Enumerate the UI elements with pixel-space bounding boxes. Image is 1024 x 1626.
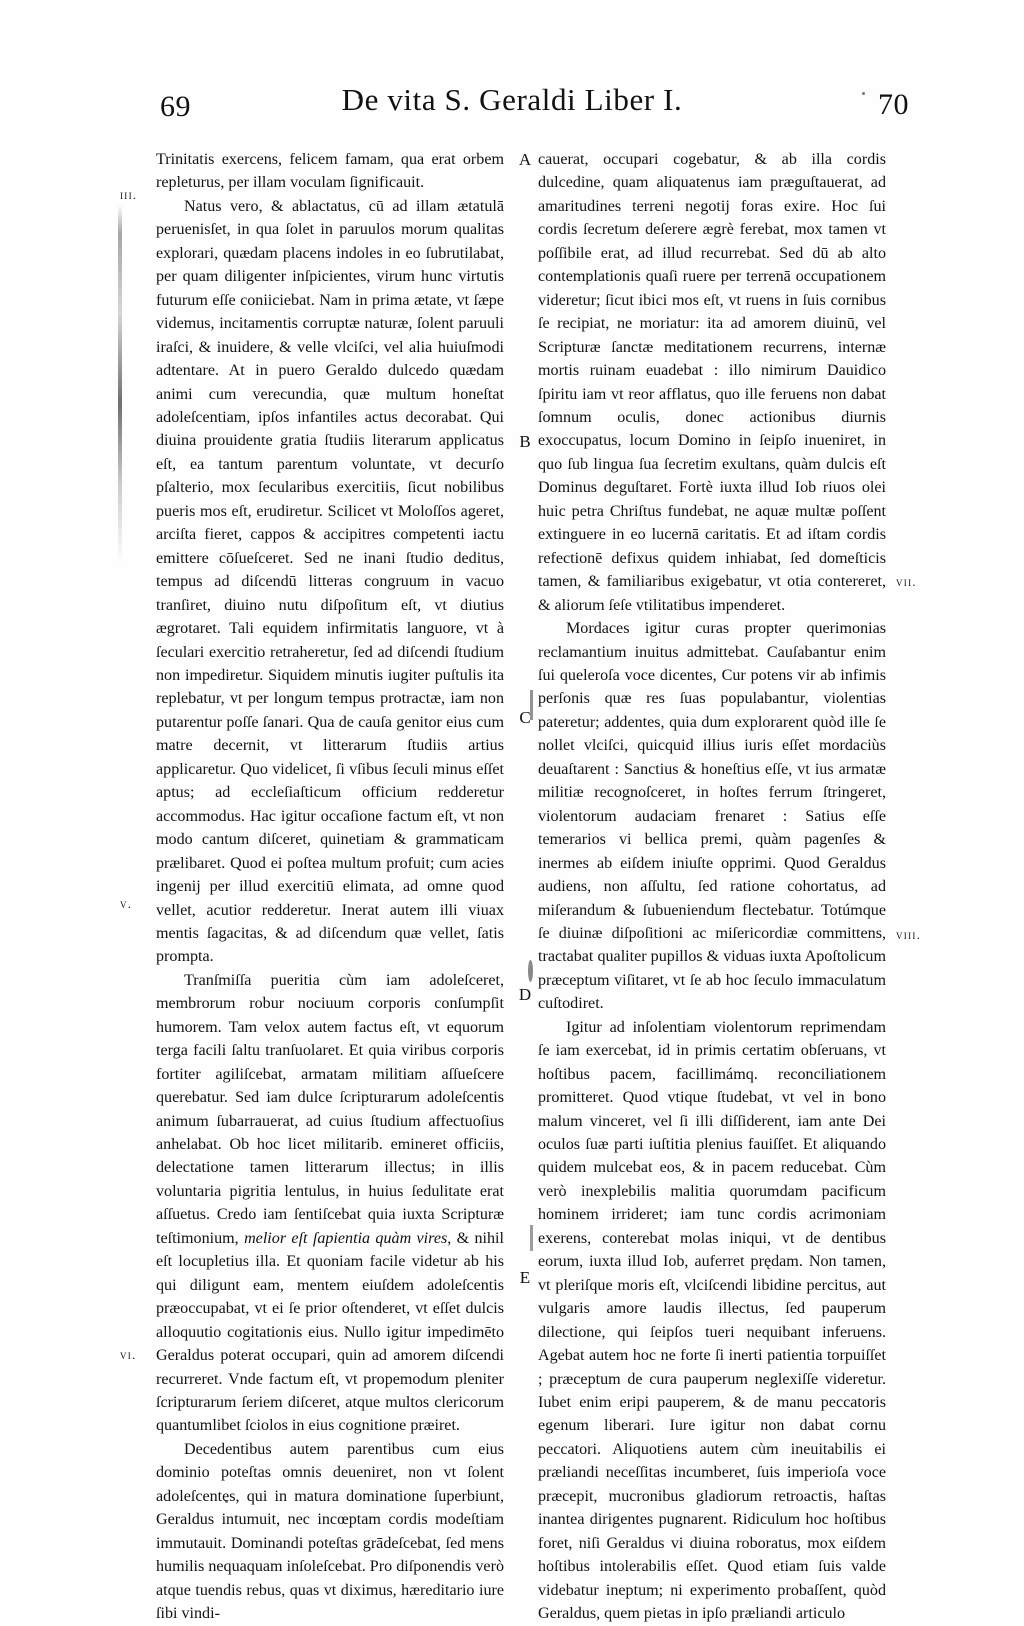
paragraph-text: Tranſmiſſa pueritia cùm iam adoleſceret, membrorum robur nociuum corporis conſumpſit humorem. Tam velox autem factus eſt, vt equorum terga facili ſaltu tranſuolaret. Et quia viribus corporis fortiter agiliſcebat, armatam militiam aſſueſcere querebatur. Sed iam dulce ſcripturarum adoleſcentis animum ſubarrauerat, ad cuius ſtudium affectuoſius anhelabat. Ob hoc licet militarib. emineret officiis, delectatione tamen litterarum illectus; in illis voluntaria pigritia lentulus, in huius ſedulitate erat aſſuetus. Credo iam ſentiſcebat quia iuxta Scripturæ teſtimonium,	[156, 971, 504, 1247]
scan-artifact-gutter-3	[530, 1225, 533, 1251]
gutter-letter: E	[519, 1268, 531, 1287]
paragraph: Trinitatis exercens, felicem famam, qua erat orbem repleturus, per illam voculam ſignificauit.	[156, 151, 504, 192]
gutter-letter: A	[518, 150, 532, 169]
paragraph	[156, 969, 504, 1438]
section-numeral-left: vi.	[120, 1348, 137, 1362]
scan-artifact-gutter-2	[528, 960, 533, 982]
scripture-quotation: melior eſt ſapientia quàm vires	[244, 1229, 448, 1247]
section-numeral-right: viii.	[896, 928, 922, 942]
column-right	[538, 148, 886, 1626]
paragraph: Natus vero, & ablactatus, cū ad illam ætatulā peruenisſet, in qua ſolet in paruulos morum qualitas explorari, quædam placens indoles in eo ſubrutilabat, per quam diligenter inſpicientes, virum hunc virtutis futurum eſſe coniiciebat. Nam in prima ætate, vt ſæpe videmus, incitamentis corruptæ naturæ, ſolent paruuli iraſci, & inuidere, & velle vlciſci, vel alia huiuſmodi adtentare. At in puero Geraldo dulcedo quædam animi cum verecundia, quæ multum honeſtat adoleſcentiam, ipſos infantiles actus decorabat. Qui diuina prouidente gratia ſtudiis literarum applicatus eſt, ea tantum parentum voluntate, vt decurſo pſalterio, mox ſecularibus exercitiis, ſicut nobilibus pueris mos eſt, erudiretur. Scilicet vt Moloſſos ageret, arciſta fieret, cappos & accipitres competenti iactu emittere cōſueſceret. Sed ne inani ſtudio deditus, tempus ad diſcendū litteras congruum in vacuo tranſiret, diuino nutu diſpoſitum eſt, vt diutius ægrotaret. Tali equidem infirmitatis languore, vt à ſeculari exercitio retraheretur, ſed ad diſcendi ſtudium non impediretur. Siquidem minutis iugiter puſtulis ita replebatur, vt per longum tempus protractæ, iam non putarentur poſſe ſanari. Qua de cauſa genitor eius cum matre decernit, vt litterarum ſtudiis artius applicaretur. Quo videlicet, ſi vſibus ſeculi minus eſſet aptus; ad eccleſiaſticum officium redderetur accommodus. Hac igitur occaſione factum eſt, vt non modo cantum diſceret, quinetiam & grammaticam prælibaret. Quod ei poſtea multum profuit; cum acies ingenij per illud exercitiū elimata, ad omne quod vellet, acutior redderetur. Inerat autem illi viuax mentis ſagacitas, & ad diſcendum quæ vellet, ſatis prompta.	[156, 197, 504, 966]
scan-artifact-left-margin	[118, 205, 122, 565]
page-title: De vita S. Geraldi Liber I.	[341, 82, 683, 117]
folio-number-verso: 69	[160, 90, 191, 123]
column-left	[156, 148, 504, 1626]
paragraph: cauerat, occupari cogebatur, & ab illa cordis dulcedine, quam aliquatenus iam præguſtauerat, ad amaritudines terreni negotij foras exire. Hoc ſui cordis ſecretum deſerere ægrè ferebat, mox tamen vt poſſibile erat, ad illud recurrebat. Sed dū ab alto contemplationis quaſi ruere per terrenā occupationem videretur; ſicut ibici mos eſt, vt ruens in ſuis cornibus ſe recipiat, ne moriatur: ita ad amorem diuinū, vel Scripturæ ſanctæ meditationem recurrens, internæ mortis ruinam euadebat : illo nimirum Dauidico ſpiritu iam vt reor afflatus, quo ille feruens non dabat ſomnum oculis, donec actionibus diurnis exoccupatus, locum Domino in ſeipſo inueniret, in quo ſub lingua ſua ſecretim exultans, quàm dulcis eſt Dominus deguſtaret. Fortè iuxta illud Iob riuos olei huic petra Chriſtus fundebat, ne aquæ multæ poſſent extinguere in eo lucernā caritatis. Et ad iſtam cordis refectionē defixus quidem inhiabat, ſed domeſticis tamen, & familiaribus exigebatur, vt otia contereret, & aliorum ſeſe vtilitatibus impenderet.	[538, 151, 886, 614]
paragraph-text: , & nihil eſt locupletius illa. Et quoniam facile videtur ab his qui diligunt eam, mentem eiuſdem adoleſcentis præoccupabat, vt ei ſe prior oſtenderet, vt eſſet dulcis alloquutio cogitationis eius. Nullo igitur impedimēto Geraldus poterat occupari, quin ad amorem diſcendi recurreret. Vnde factum eſt, vt propemodum pleniter ſcripturarum ſeriem diſceret, atque multos clericorum quantumlibet ſciolos in eius cognitione præiret.	[156, 1229, 504, 1435]
gutter-letter: D	[518, 985, 532, 1004]
paragraph: Decedentibus autem parentibus cum eius dominio poteſtas omnis deueniret, non vt ſolent adoleſcentes, qui in matura dominatione ſuperbiunt, Geraldus intumuit, nec incœptam cordis modeſtiam immutauit. Dominandi poteſtas grādeſcebat, ſed mens humilis nequaquam inſoleſcebat. Pro diſponendis verò atque tuendis rebus, quas vt diximus, hæreditario iure ſibi vindi-	[156, 1440, 504, 1623]
section-numeral-left: iii.	[120, 188, 138, 202]
gutter-letter: B	[519, 432, 531, 451]
section-numeral-right: vii.	[896, 575, 917, 589]
section-numeral-left: v.	[120, 897, 133, 911]
paragraph: Igitur ad inſolentiam violentorum reprimendam ſe iam exercebat, id in primis certatim obſeruans, vt hoſtibus pacem, facillimámq. reconciliationem promitteret. Quod vtique ſtudebat, vt vel in bono malum vinceret, vel ſi illi diſſiderent, iam ante Dei oculos ſuæ parti iuſtitia plenius fauiſſet. Et aliquando quidem mulcebat eos, & in pacem reducebat. Cùm verò inexplebilis malitia quorumdam pacificum hominem irrideret; iam tunc cordis acrimoniam exerens, conterebat molas iniqui, vt de dentibus eorum, iuxta illud Iob, auferret prędam. Non tamen, vt pleriſque moris eſt, vlciſcendi libidine percitus, aut vulgaris amore laudis illectus, ſed pauperum dilectione, qui ſeipſos tueri nequibant inferuens. Agebat autem hoc ne forte ſi inerti patientia torpuiſſet ; præceptum de cura pauperum neglexiſſe videretur. Iubet enim eripi pauperem, & de manu peccatoris egenum liberari. Iure igitur non dabat cornu peccatori. Aliquotiens autem cùm ineuitabilis ei præliandi neceſſitas incumberet, ſuis imperioſa voce præcepit, mucronibus gladiorum retroactis, haſtas inantea dirigentes pugnarent. Ridiculum hoc hoſtibus foret, niſi Geraldus vi diuina roboratus, mox eiſdem hoſtibus intolerabilis eſſet. Quod etiam ſuis valde videbatur ineptum; ni experimento probaſſent, quòd Geraldus, quem pietas in ipſo præliandi articulo	[538, 1018, 886, 1623]
folio-number-recto: 70	[878, 88, 909, 121]
running-head	[0, 82, 1024, 130]
paragraph: Mordaces igitur curas propter querimonias reclamantium inuitus admittebat. Cauſabantur enim ſui queleroſa voce dicentes, Cur potens vir ab infimis perſonis quæ res ſuas populabantur, violentias pateretur; addentes, quia dum explorarent quòd ille ſe nollet vlciſci, quicquid illius iuris eſſet mordaciùs deuaſtarent : Sanctius & honeſtius eſſe, vt ius armatæ militiæ recognoſceret, in hoſtes ferrum ſtringeret, violentorum audaciam frenaret : Satius eſſe temerarios vi bellica premi, quàm pagenſes & inermes ab eiſdem iniuſte opprimi. Quod Geraldus audiens, non aſſultu, ſed ratione cohortatus, ad miſerandum & ſubueniendum flectebatur. Totúmque ſe diuinæ diſpoſitioni ac miſericordiæ committens, tractabat qualiter pupillos & viduas iuxta Apoſtolicum præceptum viſitaret, vt ſe ab hoc ſeculo immaculatum cuſtodiret.	[538, 620, 886, 1013]
gutter-letter: C	[519, 708, 531, 727]
